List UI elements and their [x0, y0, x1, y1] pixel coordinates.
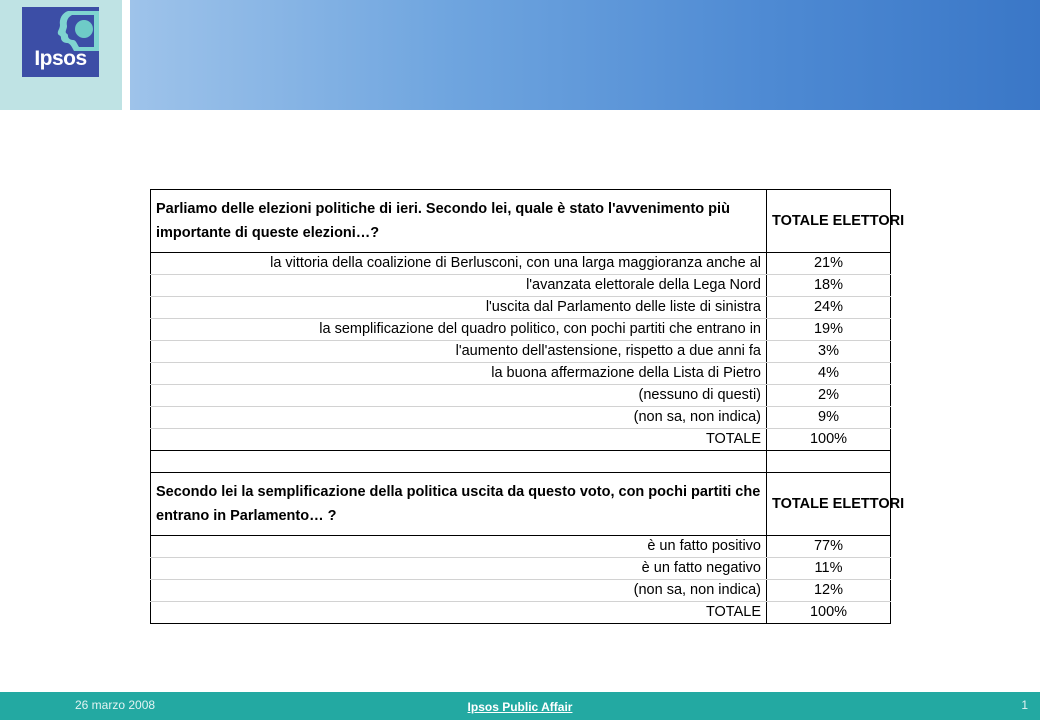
table-row [151, 297, 891, 319]
total-row-2 [151, 602, 891, 624]
row-label: la semplificazione del quadro politico, con pochi partiti che entrano in [151, 319, 767, 341]
footer-link[interactable]: Ipsos Public Affair [467, 700, 573, 714]
row-label: l'avanzata elettorale della Lega Nord [151, 275, 767, 297]
question-row-1 [151, 190, 891, 253]
total-label: TOTALE [151, 602, 767, 624]
question-row-2 [151, 473, 891, 536]
row-value: 4% [767, 363, 891, 385]
logo-text: Ipsos [34, 47, 87, 70]
spacer-cell [151, 451, 767, 473]
table-row [151, 363, 891, 385]
row-value: 11% [767, 558, 891, 580]
row-label: l'uscita dal Parlamento delle liste di sinistra [151, 297, 767, 319]
row-value: 19% [767, 319, 891, 341]
total-value: 100% [767, 602, 891, 624]
page-number: 1 [1021, 698, 1028, 712]
row-value: 2% [767, 385, 891, 407]
row-value: 77% [767, 536, 891, 558]
row-label: è un fatto positivo [151, 536, 767, 558]
table-row [151, 580, 891, 602]
row-value: 9% [767, 407, 891, 429]
row-value: 24% [767, 297, 891, 319]
table-row [151, 536, 891, 558]
row-value: 21% [767, 253, 891, 275]
row-label: (non sa, non indica) [151, 580, 767, 602]
footer-date: 26 marzo 2008 [75, 698, 156, 712]
table-row [151, 341, 891, 363]
footer-bar [0, 692, 1040, 720]
row-value: 18% [767, 275, 891, 297]
row-label: l'aumento dell'astensione, rispetto a due anni fa [151, 341, 767, 363]
total-label: TOTALE [151, 429, 767, 451]
survey-table [150, 189, 905, 624]
table-row [151, 558, 891, 580]
row-label: (nessuno di questi) [151, 385, 767, 407]
question-2-text: Secondo lei la semplificazione della politica uscita da questo voto, con pochi partiti che entrano in Parlamento… ? [151, 473, 767, 536]
column-header-1: TOTALE ELETTORI [767, 190, 891, 253]
row-value: 3% [767, 341, 891, 363]
column-header-2: TOTALE ELETTORI [767, 473, 891, 536]
table-row [151, 385, 891, 407]
row-label: è un fatto negativo [151, 558, 767, 580]
header-band [130, 0, 1040, 110]
table-row [151, 407, 891, 429]
spacer-cell [767, 451, 891, 473]
row-label: la buona affermazione della Lista di Pietro [151, 363, 767, 385]
spacer-row [151, 451, 891, 473]
header-separator [122, 0, 130, 110]
ipsos-logo [22, 7, 99, 77]
total-value: 100% [767, 429, 891, 451]
table-row [151, 275, 891, 297]
table-row [151, 319, 891, 341]
row-label: (non sa, non indica) [151, 407, 767, 429]
total-row-1 [151, 429, 891, 451]
question-1-text: Parliamo delle elezioni politiche di ieri. Secondo lei, quale è stato l'avvenimento più importante di queste elezioni…? [151, 190, 767, 253]
table-row [151, 253, 891, 275]
row-value: 12% [767, 580, 891, 602]
row-label: la vittoria della coalizione di Berlusconi, con una larga maggioranza anche al [151, 253, 767, 275]
